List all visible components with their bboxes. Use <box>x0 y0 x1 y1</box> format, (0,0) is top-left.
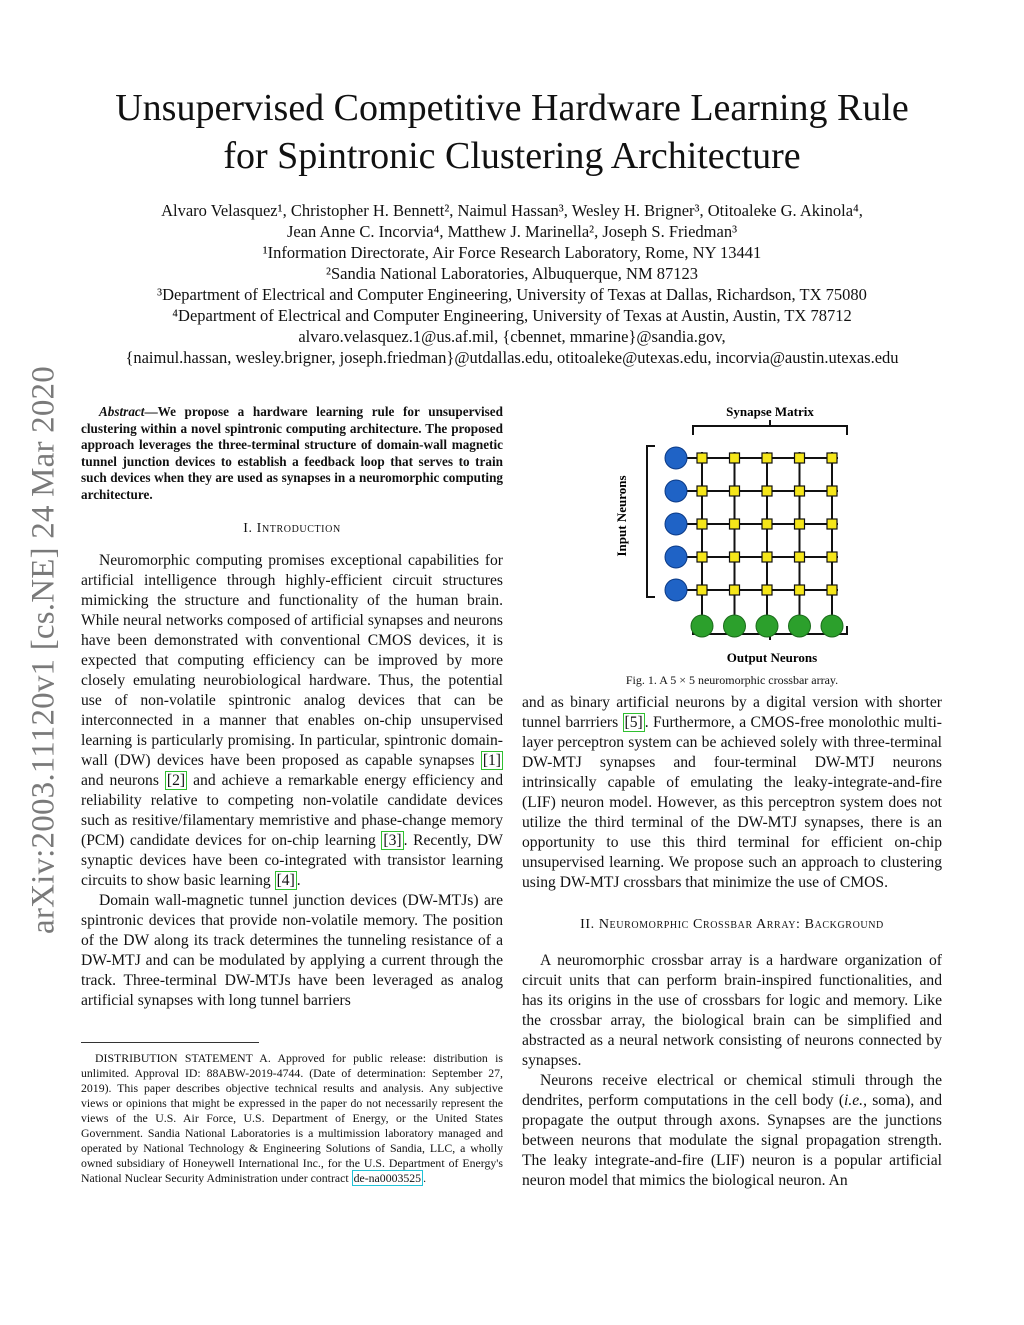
synapse-5-1 <box>697 585 707 595</box>
author-line-1: Alvaro Velasquez¹, Christopher H. Bennett², Naimul Hassan³, Wesley H. Brigner³, Otitoaleke G. Akinola⁴, <box>161 201 863 220</box>
right-p1-text-a: and as binary artificial neurons by a digital version with shorter tunnel barrriers <box>522 694 942 731</box>
synapse-1-3 <box>762 453 772 463</box>
email-line-1: alvaro.velasquez.1@us.af.mil, {cbennet, mmarine}@sandia.gov, <box>298 327 726 346</box>
bg-p2-text-a: Neurons receive electrical or chemical stimuli through the dendrites, perform computations in the cell body ( <box>522 1072 942 1109</box>
intro-p1-text-d: . Recently, DW synaptic devices have been co-integrated with transistor learning circuits to show basic learning <box>81 832 504 889</box>
title-line-2: for Spintronic Clustering Architecture <box>223 135 801 177</box>
synapse-3-2 <box>730 519 740 529</box>
background-paragraph-1: A neuromorphic crossbar array is a hardware organization of circuit units that can perform brain-inspired functionalities, and has its origins in the use of crossbars for logic and memory. Like the crossbar array, the biological brain can be simplified and abstracted as a neural network consisting of neurons connected by synapses. <box>522 952 942 1069</box>
contract-link[interactable]: de-na0003525 <box>353 1171 422 1185</box>
output-neuron-2 <box>724 615 746 637</box>
footnote-divider <box>81 1042 259 1043</box>
crossbar-grid <box>665 447 843 637</box>
synapse-3-3 <box>762 519 772 529</box>
intro-paragraph-1 <box>81 551 503 891</box>
input-neuron-5 <box>665 579 687 601</box>
synapse-4-5 <box>827 552 837 562</box>
input-neuron-4 <box>665 546 687 568</box>
synapse-1-4 <box>795 453 805 463</box>
bg-p2-text-b: , soma), and propagate the output through axons. Synapses are the junctions between neurons that modulate the signal propagation strength. The leaky integrate-and-fire (LIF) neuron is a popular artificial neuron model that mimics the biological neuron. An <box>522 1092 942 1189</box>
background-paragraph-2 <box>522 1071 942 1191</box>
input-neuron-1 <box>665 447 687 469</box>
synapse-2-4 <box>795 486 805 496</box>
synapse-matrix-label: Synapse Matrix <box>726 404 814 419</box>
intro-paragraph-2: Domain wall-magnetic tunnel junction devices (DW-MTJs) are spintronic devices that provide non-volatile memory. The position of the DW along its track determines the tunneling resistance of a DW-MTJ and can be modulated by applying a current through the track. Three-terminal DW-MTJs have been leveraged as analog artificial synapses with long tunnel barriers <box>81 892 503 1009</box>
synapse-2-2 <box>730 486 740 496</box>
right-column <box>522 693 942 1191</box>
right-paragraph-1 <box>522 693 942 893</box>
synapse-2-3 <box>762 486 772 496</box>
synapse-5-4 <box>795 585 805 595</box>
synapse-3-5 <box>827 519 837 529</box>
output-neuron-1 <box>691 615 713 637</box>
synapse-5-2 <box>730 585 740 595</box>
synapse-4-2 <box>730 552 740 562</box>
input-bracket <box>647 446 655 597</box>
output-neuron-3 <box>756 615 778 637</box>
bg-p2-ie: i.e. <box>844 1092 864 1109</box>
abstract-label: Abstract <box>99 404 145 419</box>
arxiv-identifier <box>22 350 66 950</box>
citation-link-1[interactable]: [1] <box>482 752 501 769</box>
intro-p1-text-a: Neuromorphic computing promises exceptional capabilities for artificial intelligence through highly-efficient circuit structures mimicking the structure and functionality of the human brain. While neural networks composed of artificial synapses and neurons have been demonstrated with conventional CMOS devices, it is expected that computing efficiency can be improved by more closely emulating neurobiological hardware. Thus, the potential use of non-volatile spintronic analog devices that can be interconnected in a manner that enables on-chip unsupervised learning is particularly promising. In particular, spintronic domain-wall (DW) devices have been proposed as capable synapses <box>81 552 503 769</box>
left-column <box>81 404 503 1011</box>
synapse-3-4 <box>795 519 805 529</box>
paper-title <box>60 84 964 180</box>
distribution-footnote <box>81 1051 503 1186</box>
email-line-2: {naimul.hassan, wesley.brigner, joseph.friedman}@utdallas.edu, otitoaleke@utexas.edu, incorvia@austin.utexas.edu <box>125 348 899 367</box>
intro-p1-text-b: and neurons <box>81 772 165 789</box>
synapse-5-5 <box>827 585 837 595</box>
author-line-2: Jean Anne C. Incorvia⁴, Matthew J. Marinella², Joseph S. Friedman³ <box>286 222 738 241</box>
abstract <box>81 404 503 503</box>
synapse-1-2 <box>730 453 740 463</box>
intro-p1-text-e: . <box>296 872 301 889</box>
affiliation-3: ³Department of Electrical and Computer Engineering, University of Texas at Dallas, Richardson, TX 75080 <box>157 285 867 304</box>
citation-link-2[interactable]: [2] <box>166 772 186 789</box>
output-neuron-5 <box>821 615 843 637</box>
input-neuron-2 <box>665 480 687 502</box>
synapse-1-5 <box>827 453 837 463</box>
input-neuron-3 <box>665 513 687 535</box>
section-heading-background: II. Neuromorphic Crossbar Array: Background <box>580 917 884 932</box>
citation-link-5[interactable]: [5] <box>624 714 643 731</box>
arxiv-identifier-text: arXiv:2003.11120v1 [cs.NE] 24 Mar 2020 <box>25 366 62 934</box>
intro-p1-text-c: and achieve a remarkable energy efficiency and reliability relative to competing non-volatile candidate devices such as resitive/filamentary memristive and phase-change memory (PCM) candidate devices for on-chip learning <box>81 772 504 849</box>
synapse-2-5 <box>827 486 837 496</box>
synapse-5-3 <box>762 585 772 595</box>
citation-link-3[interactable]: [3] <box>383 832 402 849</box>
synapse-4-4 <box>795 552 805 562</box>
affiliation-4: ⁴Department of Electrical and Computer Engineering, University of Texas at Austin, Austin, TX 78712 <box>172 306 852 325</box>
author-block <box>60 200 964 368</box>
synapse-1-1 <box>697 453 707 463</box>
synapse-bracket <box>693 420 847 435</box>
right-p1-text-b: . Furthermore, a CMOS-free monolothic multi-layer perceptron system can be achieved solely with three-terminal DW-MTJ synapses and four-terminal DW-MTJ neurons intrinsically capable of emulating the leaky-integrate-and-fire (LIF) neuron model. However, as this perceptron system does not utilize the third terminal of the DW-MTJ synapses, there is an opportunity to use this third terminal for efficient on-chip unsupervised learning. We propose such an approach to clustering using DW-MTJ crossbars that minimize the use of CMOS. <box>522 714 942 891</box>
citation-link-4[interactable]: [4] <box>276 872 295 889</box>
footnote-text: DISTRIBUTION STATEMENT A. Approved for public release: distribution is unlimited. Approval ID: 88ABW-2019-4744. (Date of determination: September 27, 2019). This paper describes objective technical results and analysis. Any subjective views or opinions that might be expressed in the paper do not necessarily represent the views of the U.S. Air Force, U.S. Department of Energy, or the United States Government. Sandia National Laboratories is a multimission laboratory managed and operated by National Technology & Engineering Solutions of Sandia, LLC, a wholly owned subsidiary of Honeywell International Inc., for the U.S. Department of Energy's National Nuclear Security Administration under contract <box>81 1051 503 1185</box>
synapse-2-1 <box>697 486 707 496</box>
output-neurons-label: Output Neurons <box>726 650 818 665</box>
input-neurons-label: Input Neurons <box>614 475 629 557</box>
figure-caption: Fig. 1. A 5 × 5 neuromorphic crossbar array. <box>625 673 839 687</box>
output-neuron-4 <box>789 615 811 637</box>
crossbar-figure <box>600 400 940 670</box>
footnote-end: . <box>423 1171 427 1185</box>
title-line-1: Unsupervised Competitive Hardware Learning Rule <box>115 87 909 129</box>
synapse-4-3 <box>762 552 772 562</box>
affiliation-1: ¹Information Directorate, Air Force Research Laboratory, Rome, NY 13441 <box>262 243 762 262</box>
synapse-3-1 <box>697 519 707 529</box>
affiliation-2: ²Sandia National Laboratories, Albuquerque, NM 87123 <box>326 264 698 283</box>
section-heading-introduction: I. Introduction <box>243 521 341 536</box>
abstract-text: —We propose a hardware learning rule for unsupervised clustering within a novel spintronic computing architecture. The proposed approach leverages the three-terminal structure of domain-wall magnetic tunnel junction devices to establish a feedback loop that serves to train such devices when they are used as synapses in a neuromorphic computing architecture. <box>81 404 503 502</box>
synapse-4-1 <box>697 552 707 562</box>
